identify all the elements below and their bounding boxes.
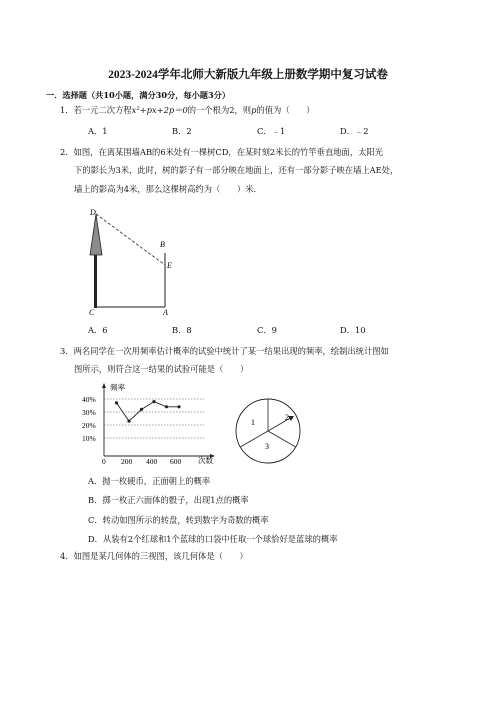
spinner-sector-2: 2 [285, 413, 289, 422]
q1-option-a[interactable]: A．1 [88, 126, 108, 136]
q3-option-a[interactable]: A．抛一枚硬币，正面朝上的概率 [88, 476, 211, 486]
question-2 [60, 146, 383, 158]
q2-line-1: 如图，在离某围墙AB的6米处有一棵树CD，在某时刻2米长的竹竿垂直地面，太阳光 [73, 147, 384, 157]
q1-variable: p [251, 105, 257, 115]
q1-text-mid: 的一个根为2，则 [187, 105, 252, 115]
spinner-sector-1: 1 [251, 418, 255, 427]
label-b: B [160, 240, 165, 249]
q1-option-b[interactable]: B．2 [172, 126, 192, 136]
q4-text: 如图是某几何体的三视图，该几何体是（ ） [73, 551, 248, 561]
label-c: C [89, 308, 95, 317]
q2-option-c[interactable]: C．9 [257, 325, 277, 335]
q3-line-2: 图所示，则符合这一结果的试验可能是（ ） [74, 364, 249, 374]
q2-option-a[interactable]: A．6 [88, 325, 108, 335]
sun-ray [96, 214, 165, 265]
q2-option-b[interactable]: B．8 [172, 325, 192, 335]
q1-option-d[interactable]: D．﹣2 [340, 126, 369, 136]
data-point-2 [127, 420, 130, 423]
q3-option-d[interactable]: D．从装有2个红球和1个蓝球的口袋中任取一个球恰好是蓝球的概率 [88, 534, 338, 544]
exam-title: 2023-2024学年北师大新版九年级上册数学期中复习试卷 [108, 69, 388, 81]
spinner-divider-3 [240, 431, 268, 447]
q2-figure [84, 205, 184, 317]
y-tick-30: 30% [82, 408, 96, 417]
y-tick-10: 10% [82, 434, 96, 443]
y-tick-40: 40% [82, 395, 96, 404]
data-point-3 [140, 408, 143, 411]
q3-option-b[interactable]: B．掷一枚正六面体的骰子，出现1点的概率 [88, 495, 249, 505]
x-tick-600: 600 [170, 457, 182, 466]
tree-crown [90, 214, 102, 255]
y-tick-20: 20% [82, 421, 96, 430]
data-point-6 [177, 405, 180, 408]
x-tick-400: 400 [146, 457, 158, 466]
spinner-figure [232, 395, 304, 467]
q1-text-post: 的值为（ ） [256, 105, 315, 115]
spinner-sector-3: 3 [265, 442, 269, 451]
question-4 [60, 550, 248, 562]
y-axis-arrow [102, 383, 106, 388]
q4-number: 4． [60, 551, 74, 561]
label-e: E [167, 261, 172, 270]
q1-equation: x²+px+2p＝0 [131, 105, 188, 115]
frequency-line [117, 402, 180, 422]
frequency-chart [80, 382, 220, 466]
section-heading: 一．选择题（共10小题，满分30分，每小题3分） [46, 90, 231, 100]
data-point-1 [115, 401, 118, 404]
question-1 [60, 104, 315, 116]
x-tick-200: 200 [121, 457, 133, 466]
data-point-4 [152, 400, 155, 403]
q2-line-2: 下的影长为3米，此时，树的影子有一部分映在地面上，还有一部分影子映在墙上AE处， [74, 165, 399, 175]
q3-option-c[interactable]: C．转动如图所示的转盘，转到数字为奇数的概率 [88, 515, 269, 525]
data-point-5 [165, 405, 168, 408]
label-a: A [163, 308, 168, 317]
label-d: D [90, 208, 96, 217]
q1-text-pre: 若一元二次方程 [73, 105, 132, 115]
q2-option-d[interactable]: D．10 [340, 325, 366, 335]
x-tick-0: 0 [102, 457, 106, 466]
q2-number: 2． [60, 147, 74, 157]
spinner-divider-2 [268, 431, 296, 447]
q1-number: 1． [60, 105, 74, 115]
x-axis-label: 次数 [198, 456, 213, 465]
q1-option-c[interactable]: C．﹣1 [257, 126, 286, 136]
q2-line-3: 墙上的影高为4米，那么这棵树高约为（ ）米． [74, 184, 262, 194]
q3-number: 3． [60, 346, 74, 356]
q3-line-1: 两名同学在一次用频率估计概率的试验中统计了某一结果出现的频率，绘制出统计图如 [73, 346, 389, 356]
y-axis-label: 频率 [110, 383, 125, 392]
question-3 [60, 345, 389, 357]
